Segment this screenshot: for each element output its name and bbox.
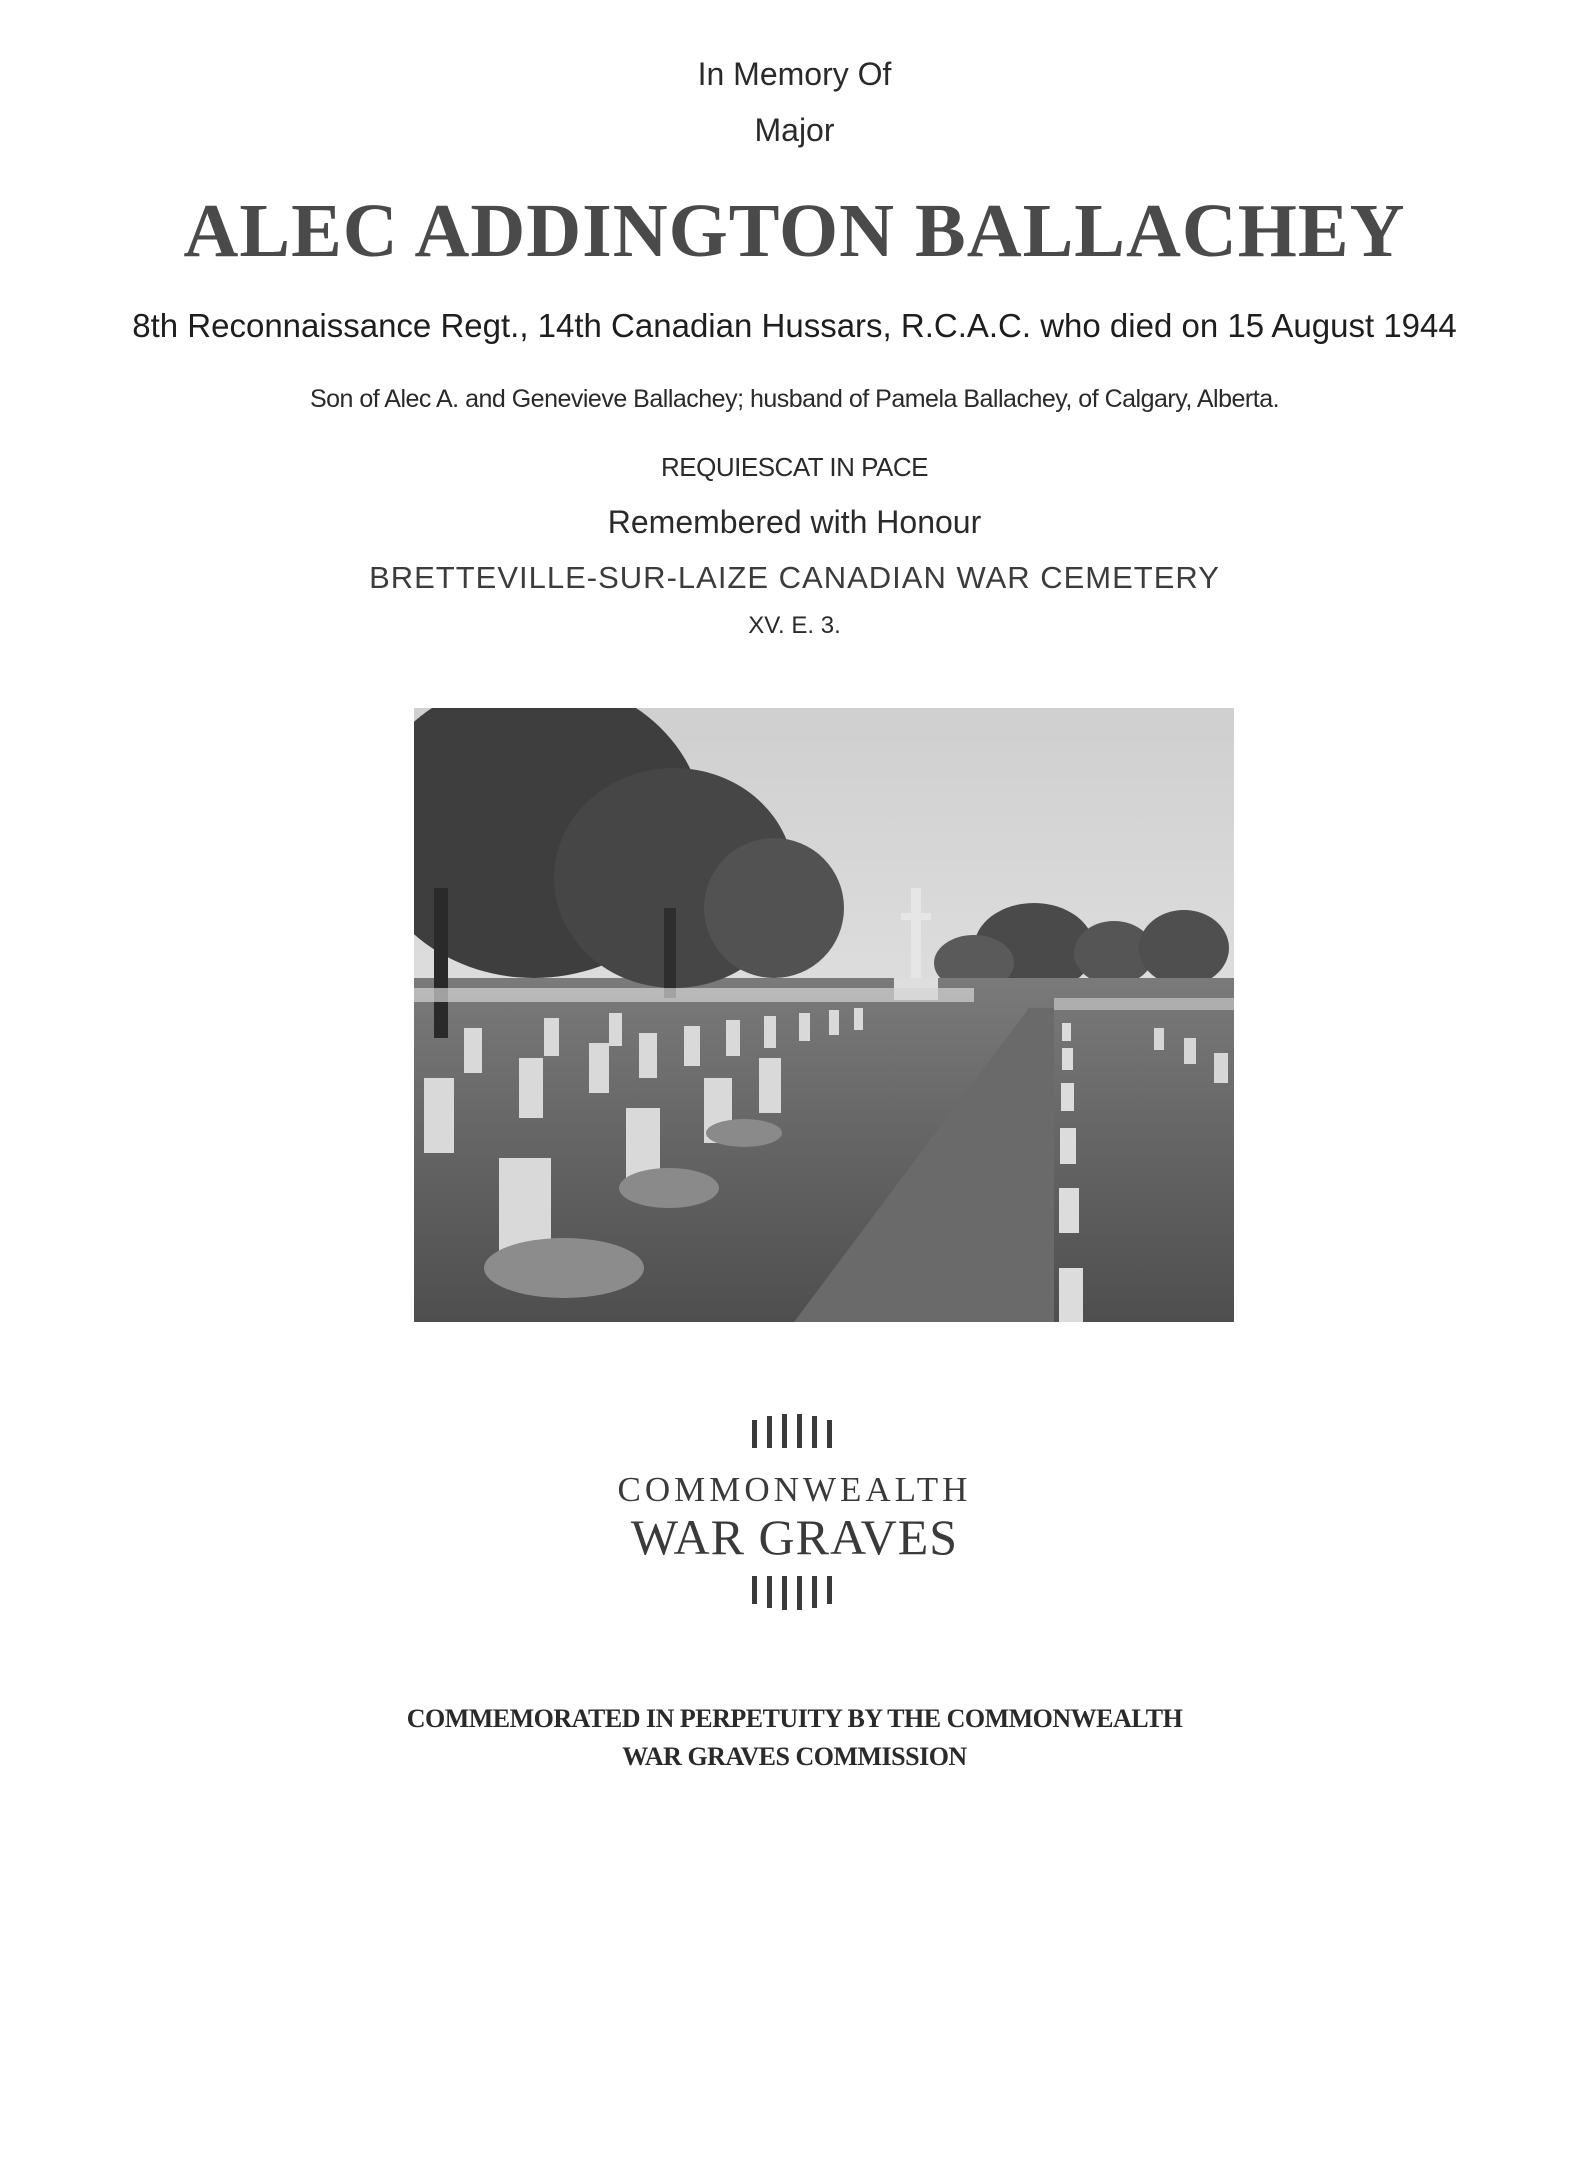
unit-and-death-date: 8th Reconnaissance Regt., 14th Canadian Hussars, R.C.A.C. who died on 15 August 1944	[132, 307, 1457, 344]
remembered-with-honour: Remembered with Honour	[607, 504, 982, 540]
logo-war-graves: WAR GRAVES	[630, 1509, 959, 1565]
commemoration-footer-line2: WAR GRAVES COMMISSION	[622, 1742, 967, 1771]
logo-commonwealth: COMMONWEALTH	[617, 1470, 972, 1509]
cemetery-photo	[414, 708, 1234, 1322]
cwgc-logo-bottom-bars-icon	[0, 1576, 1589, 1610]
family-details: Son of Alec A. and Genevieve Ballachey; husband of Pamela Ballachey, of Calgary, Alberta.	[309, 385, 1280, 413]
rank-label: Major	[754, 112, 835, 148]
in-memory-of-heading: In Memory Of	[697, 56, 892, 92]
cemetery-name: BRETTEVILLE-SUR-LAIZE CANADIAN WAR CEMETERY	[369, 560, 1220, 595]
epitaph: REQUIESCAT IN PACE	[661, 452, 928, 482]
commemoration-footer-line1: COMMEMORATED IN PERPETUITY BY THE COMMONWEALTH	[406, 1704, 1183, 1733]
grave-reference: XV. E. 3.	[748, 612, 841, 639]
casualty-name: ALEC ADDINGTON BALLACHEY	[183, 189, 1406, 273]
cwgc-logo-top-bars-icon	[0, 1414, 1589, 1448]
